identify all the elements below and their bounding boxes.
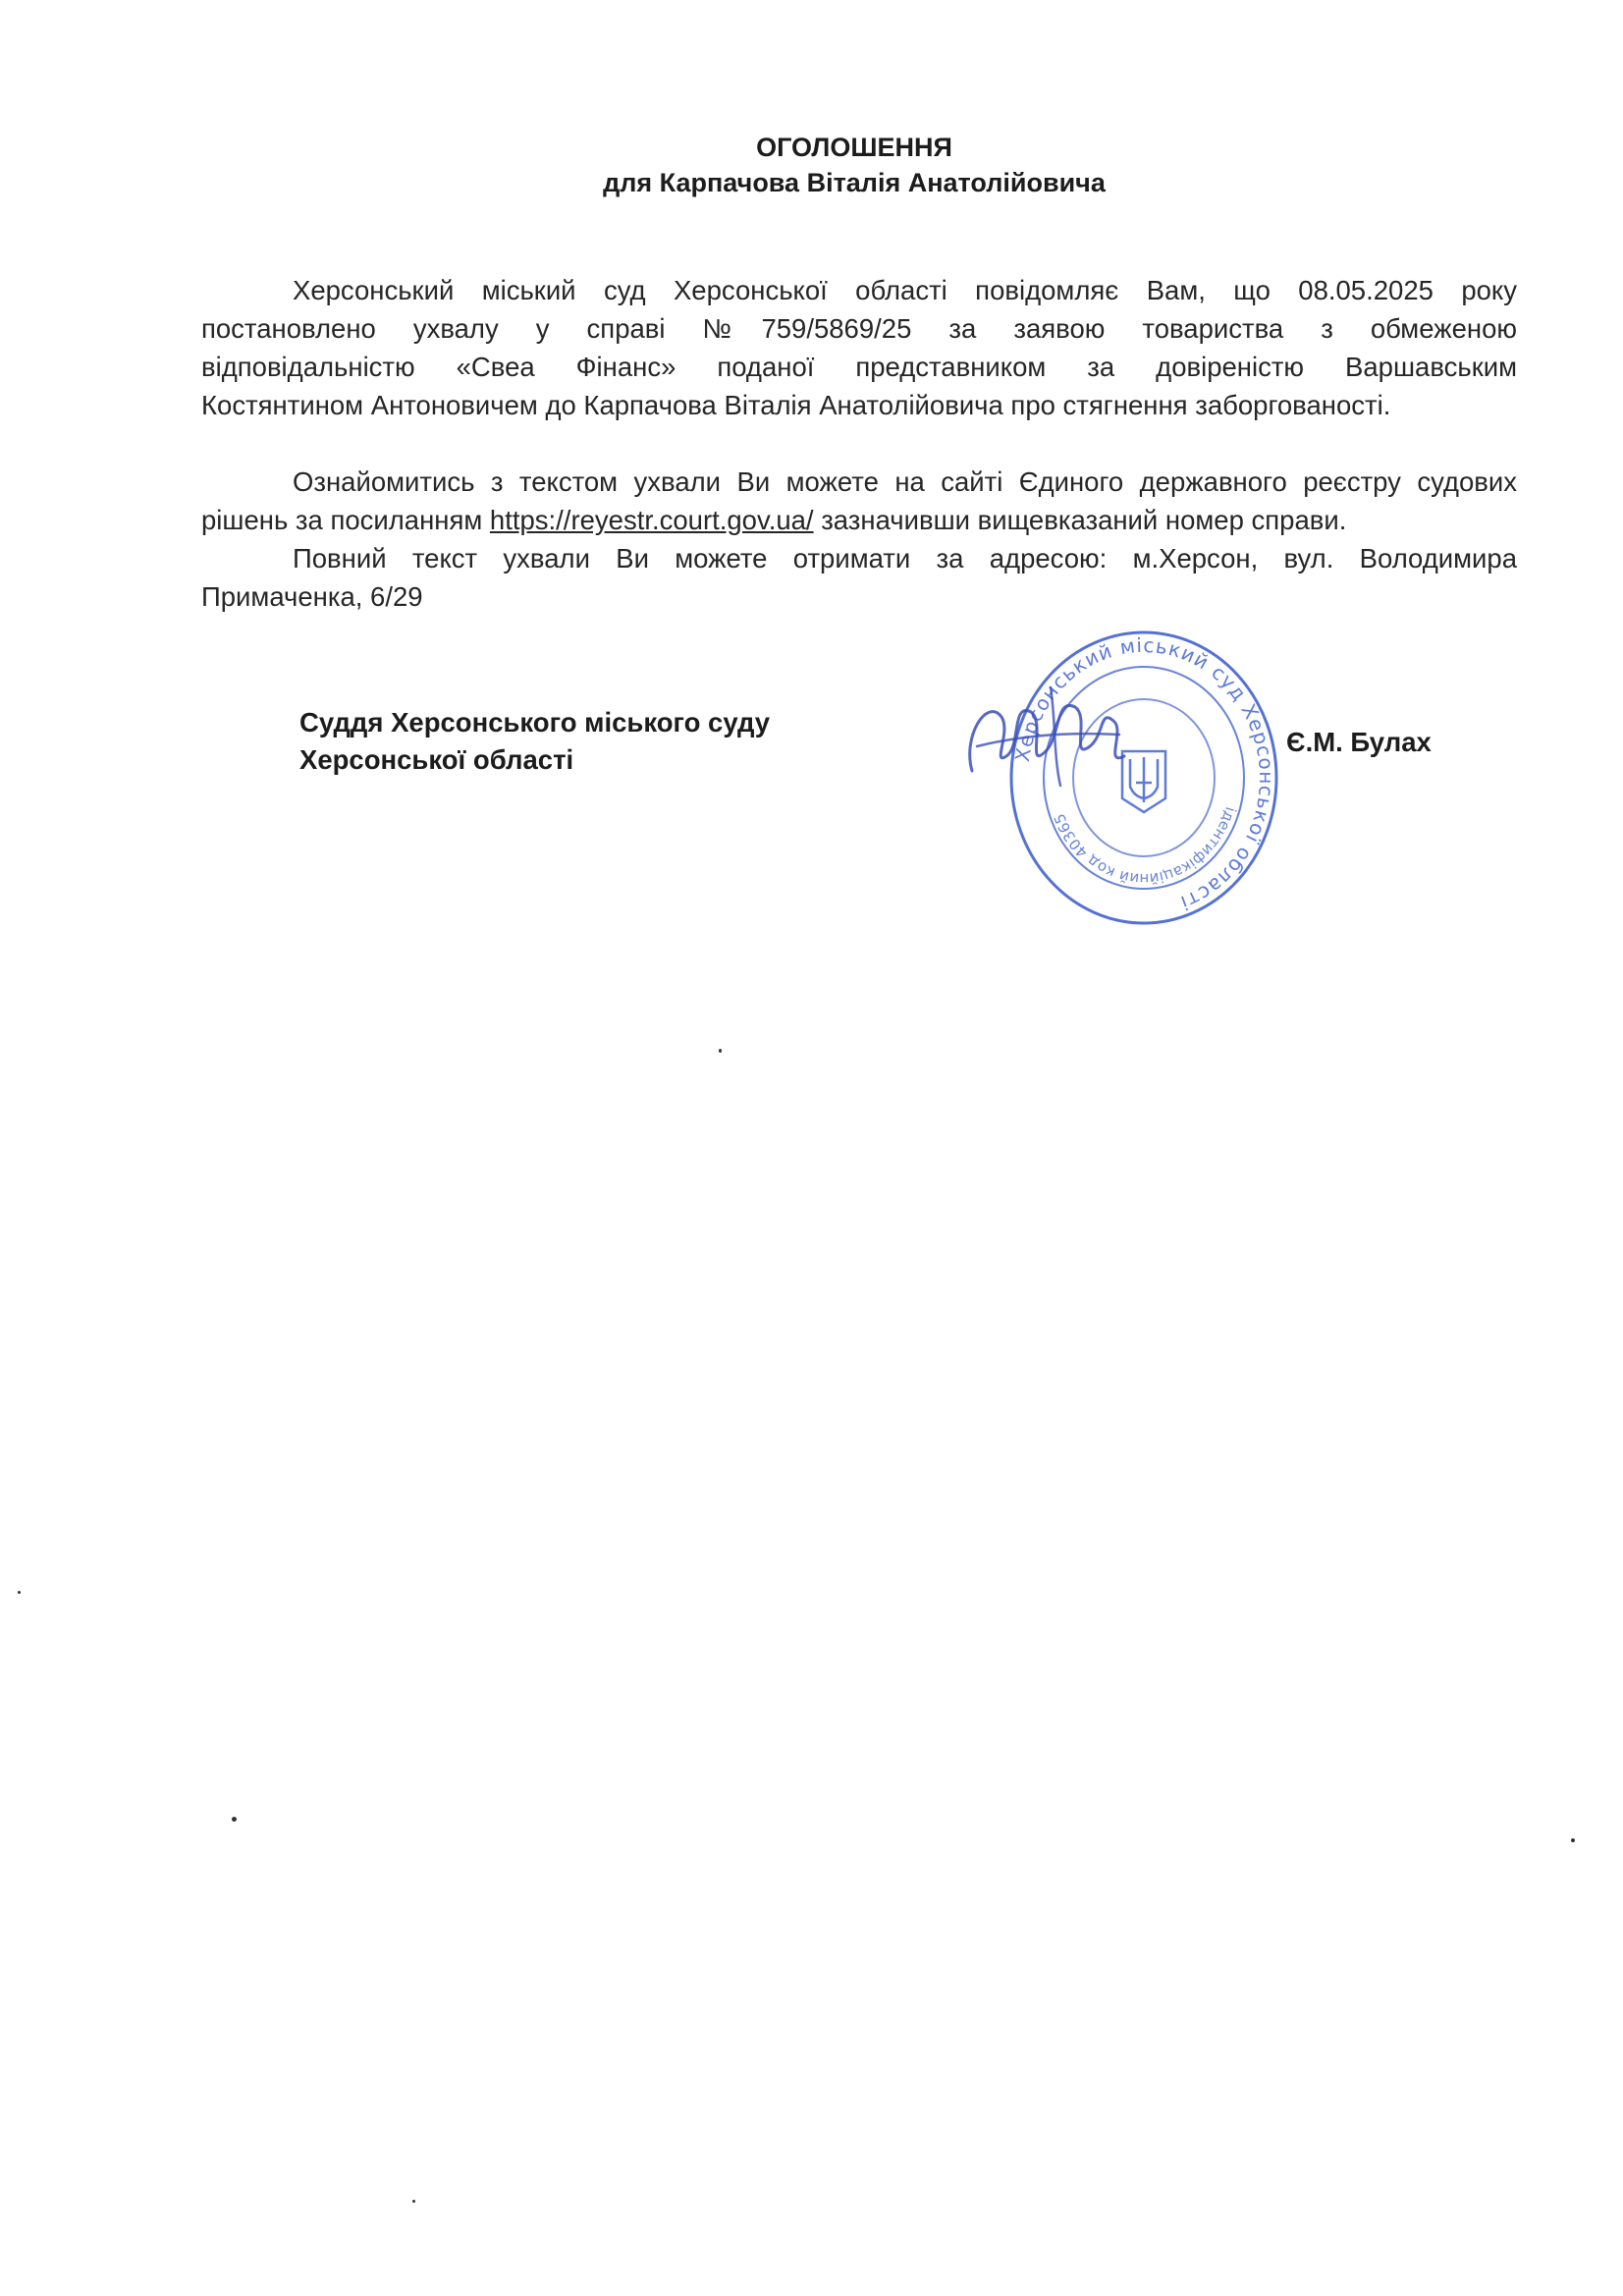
scan-speck	[1571, 1838, 1575, 1842]
registry-link[interactable]: https://reyestr.court.gov.ua/	[489, 505, 814, 535]
paragraph-2-prefix: рішень за посиланням	[201, 505, 490, 535]
stamp-outer-text: Херсонський міський суд Херсонської області	[1009, 632, 1279, 915]
judge-position-line-1: Суддя Херсонського міського суду	[299, 707, 771, 738]
document-addressee: для Карпачова Віталія Анатолійовича	[603, 168, 1106, 197]
paragraph-2-suffix: зазначивши вищевказаний номер справи.	[813, 505, 1347, 535]
paragraph-2-line-2	[201, 501, 1517, 539]
scan-speck	[719, 1049, 722, 1053]
scan-speck	[232, 1817, 237, 1822]
scan-speck	[18, 1591, 21, 1594]
document-title: ОГОЛОШЕННЯ	[756, 133, 952, 162]
paragraph-1-line-2: постановлено ухвалу у справі №759/5869/25 за заявою товариства з обмеженою	[201, 313, 1517, 344]
paragraph-1-line-4: Костянтином Антоновичем до Карпачова Віталія Анатолійовича про стягнення заборгованості.	[201, 390, 1391, 420]
paragraph-2-line-1: Ознайомитись з текстом ухвали Ви можете на сайті Єдиного державного реєстру судових	[293, 466, 1517, 497]
judge-name: Є.М. Булах	[1286, 727, 1432, 757]
paragraph-3-line-1: Повний текст ухвали Ви можете отримати за адресою: м.Херсон, вул. Володимира	[293, 543, 1517, 574]
scan-speck	[412, 2200, 415, 2203]
stamp-inner-text: ідентифікаційний код 40365	[1050, 804, 1240, 889]
paragraph-1-line-3: відповідальністю «Свеа Фінанс» поданої представником за довіреністю Варшавським	[201, 352, 1517, 382]
judge-position-line-2: Херсонської області	[299, 744, 574, 775]
paragraph-1-line-1: Херсонський міський суд Херсонської області повідомляє Вам, що 08.05.2025 року	[293, 275, 1517, 305]
paragraph-3-line-2: Примаченка, 6/29	[201, 581, 423, 612]
handwritten-signature-icon	[957, 678, 1134, 795]
